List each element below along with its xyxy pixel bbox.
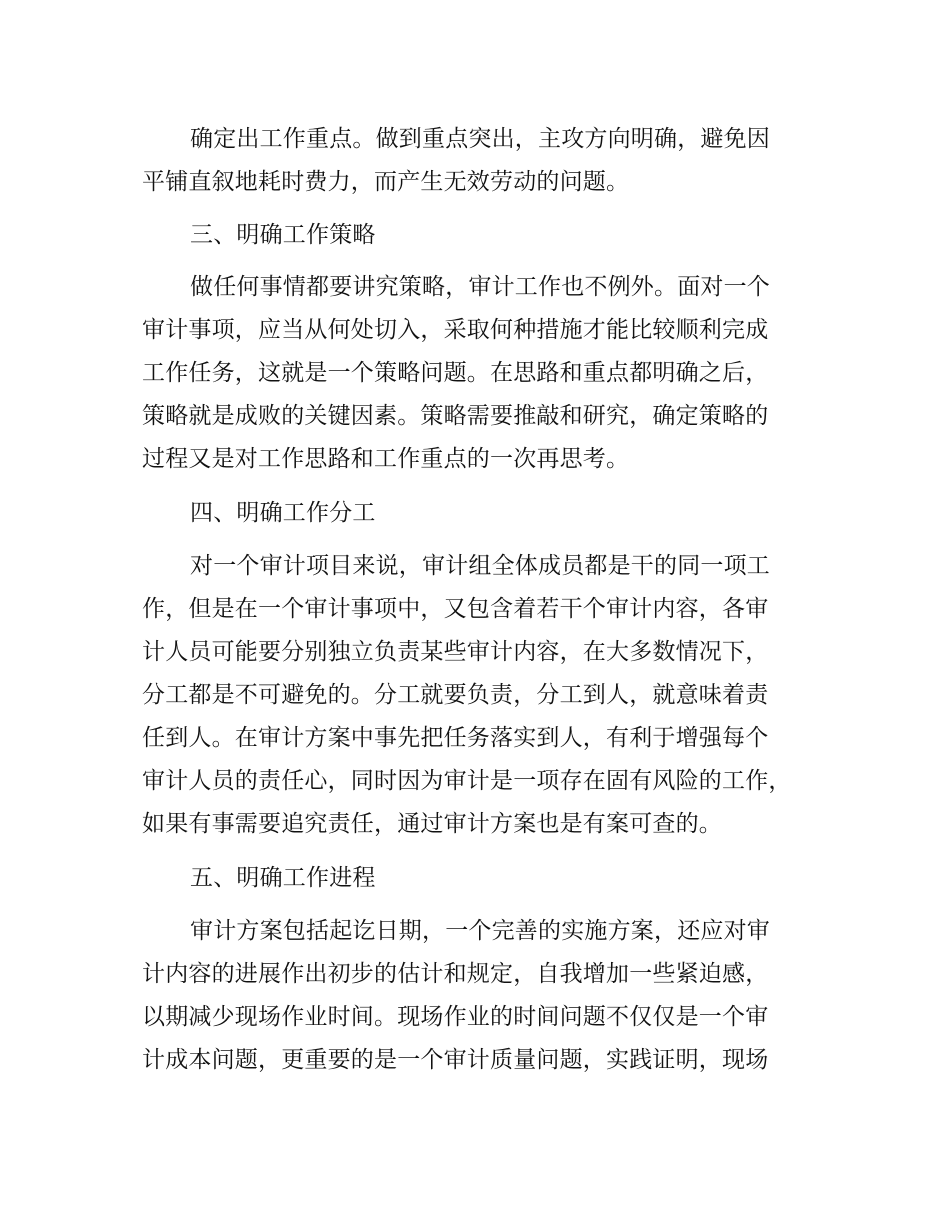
paragraph-line: 作，但是在一个审计事项中，又包含着若干个审计内容，各审 (142, 596, 769, 622)
paragraph-line: 计人员可能要分别独立负责某些审计内容，在大多数情况下， (142, 639, 769, 665)
paragraph-line: 以期减少现场作业时间。现场作业的时间问题不仅仅是一个审 (142, 1004, 769, 1030)
paragraph-line: 对一个审计项目来说，审计组全体成员都是干的同一项工 (190, 553, 770, 579)
paragraph-line: 工作任务，这就是一个策略问题。在思路和重点都明确之后， (142, 360, 769, 386)
section-heading-strategy: 三、明确工作策略 (190, 222, 376, 248)
paragraph-line: 审计人员的责任心，同时因为审计是一项存在固有风险的工作， (142, 768, 792, 794)
paragraph-line: 审计方案包括起讫日期，一个完善的实施方案，还应对审 (190, 918, 770, 944)
paragraph-line: 确定出工作重点。做到重点突出，主攻方向明确，避免因 (190, 126, 770, 152)
paragraph-line: 如果有事需要追究责任，通过审计方案也是有案可查的。 (142, 811, 722, 837)
paragraph-line: 策略就是成败的关键因素。策略需要推敲和研究，确定策略的 (142, 403, 769, 429)
section-heading-division: 四、明确工作分工 (190, 500, 376, 526)
paragraph-line: 计成本问题，更重要的是一个审计质量问题，实践证明，现场 (142, 1047, 769, 1073)
section-heading-progress: 五、明确工作进程 (190, 865, 376, 891)
paragraph-line: 平铺直叙地耗时费力，而产生无效劳动的问题。 (142, 169, 630, 195)
paragraph-line: 过程又是对工作思路和工作重点的一次再思考。 (142, 446, 630, 472)
paragraph-line: 做任何事情都要讲究策略，审计工作也不例外。面对一个 (190, 274, 770, 300)
paragraph-line: 分工都是不可避免的。分工就要负责，分工到人，就意味着责 (142, 682, 769, 708)
paragraph-line: 计内容的进展作出初步的估计和规定，自我增加一些紧迫感， (142, 961, 769, 987)
paragraph-line: 任到人。在审计方案中事先把任务落实到人，有利于增强每个 (142, 725, 769, 751)
paragraph-line: 审计事项，应当从何处切入，采取何种措施才能比较顺利完成 (142, 317, 769, 343)
